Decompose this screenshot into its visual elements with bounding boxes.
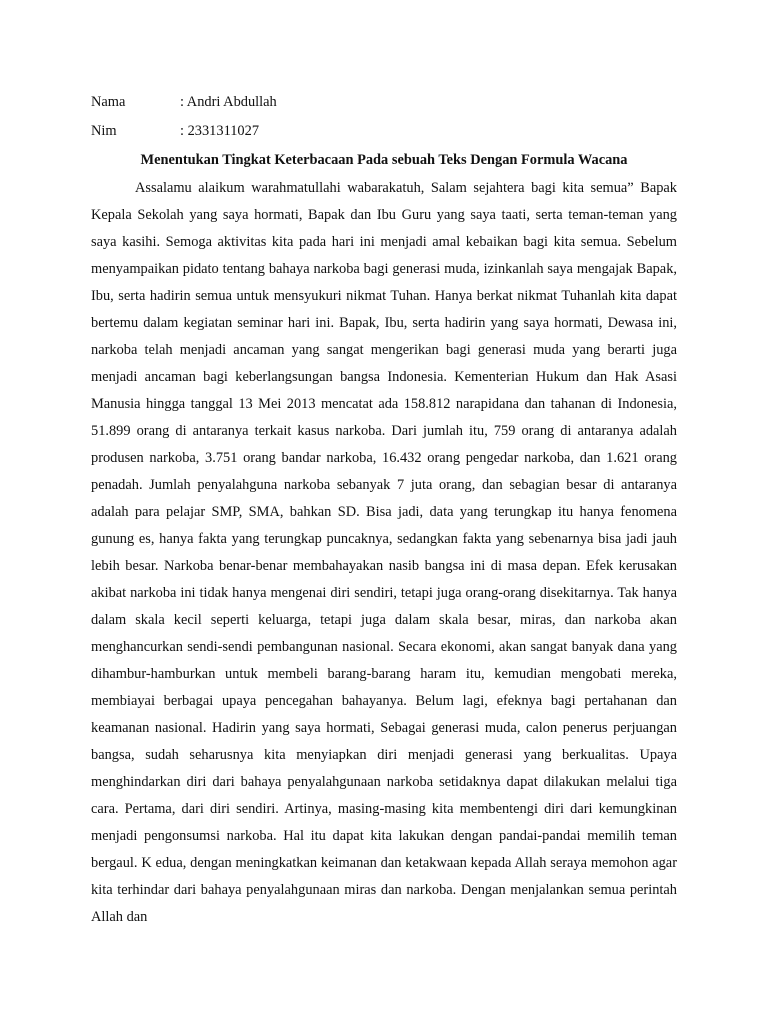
- student-id-value: : 2331311027: [180, 123, 260, 139]
- student-id-label: Nim: [91, 123, 117, 139]
- document-page: [91, 88, 677, 931]
- name-label: Nama: [91, 94, 126, 110]
- student-id-row: [91, 117, 677, 146]
- document-title: Menentukan Tingkat Keterbacaan Pada sebuah Teks Dengan Formula Wacana: [140, 152, 628, 168]
- name-row: [91, 88, 677, 117]
- name-value: : Andri Abdullah: [180, 94, 277, 110]
- body-paragraph: Assalamu alaikum warahmatullahi wabarakatuh, Salam sejahtera bagi kita semua” Bapak Kepala Sekolah yang saya hormati, Bapak dan Ibu Guru yang saya taati, serta teman-teman yang saya kasihi. Semoga aktivitas kita pada hari ini menjadi amal kebaikan bagi kita semua. Sebelum menyampaikan pidato tentang bahaya narkoba bagi generasi muda, izinkanlah saya mengajak Bapak, Ibu, serta hadirin semua untuk mensyukuri nikmat Tuhan. Hanya berkat nikmat Tuhanlah kita dapat bertemu dalam kegiatan seminar hari ini. Bapak, Ibu, serta hadirin yang saya hormati, Dewasa ini, narkoba telah menjadi ancaman yang sangat mengerikan bagi generasi muda yang berarti juga menjadi ancaman bagi keberlangsungan bangsa Indonesia. Kementerian Hukum dan Hak Asasi Manusia hingga tanggal 13 Mei 2013 mencatat ada 158.812 narapidana dan tahanan di Indonesia, 51.899 orang di antaranya terkait kasus narkoba. Dari jumlah itu, 759 orang di antaranya adalah produsen narkoba, 3.751 orang bandar narkoba, 16.432 orang pengedar narkoba, dan 1.621 orang penadah. Jumlah penyalahguna narkoba sebanyak 7 juta orang, dan sebagian besar di antaranya adalah para pelajar SMP, SMA, bahkan SD. Bisa jadi, data yang terungkap itu hanya fenomena gunung es, hanya fakta yang terungkap puncaknya, sedangkan fakta yang sebenarnya bisa jadi jauh lebih besar. Narkoba benar-benar membahayakan nasib bangsa ini di masa depan. Efek kerusakan akibat narkoba ini tidak hanya mengenai diri sendiri, tetapi juga orang-orang disekitarnya. Tak hanya dalam skala kecil seperti keluarga, tetapi juga dalam skala besar, miras, dan narkoba akan menghancurkan sendi-sendi pembangunan nasional. Secara ekonomi, akan sangat banyak dana yang dihambur-hamburkan untuk membeli barang-barang haram itu, kemudian mengobati mereka, membiayai berbagai upaya pencegahan bahayanya. Belum lagi, efeknya bagi pertahanan dan keamanan nasional. Hadirin yang saya hormati, Sebagai generasi muda, calon penerus perjuangan bangsa, sudah seharusnya kita menyiapkan diri menjadi generasi yang berkualitas. Upaya menghindarkan diri dari bahaya penyalahgunaan narkoba setidaknya dapat dilakukan melalui tiga cara. Pertama, dari diri sendiri. Artinya, masing-masing kita membentengi diri dari kemungkinan menjadi pengonsumsi narkoba. Hal itu dapat kita lakukan dengan pandai-pandai memilih teman bergaul. K edua, dengan meningkatkan keimanan dan ketakwaan kepada Allah seraya memohon agar kita terhindar dari bahaya penyalahgunaan miras dan narkoba. Dengan menjalankan semua perintah Allah dan: [91, 180, 677, 925]
